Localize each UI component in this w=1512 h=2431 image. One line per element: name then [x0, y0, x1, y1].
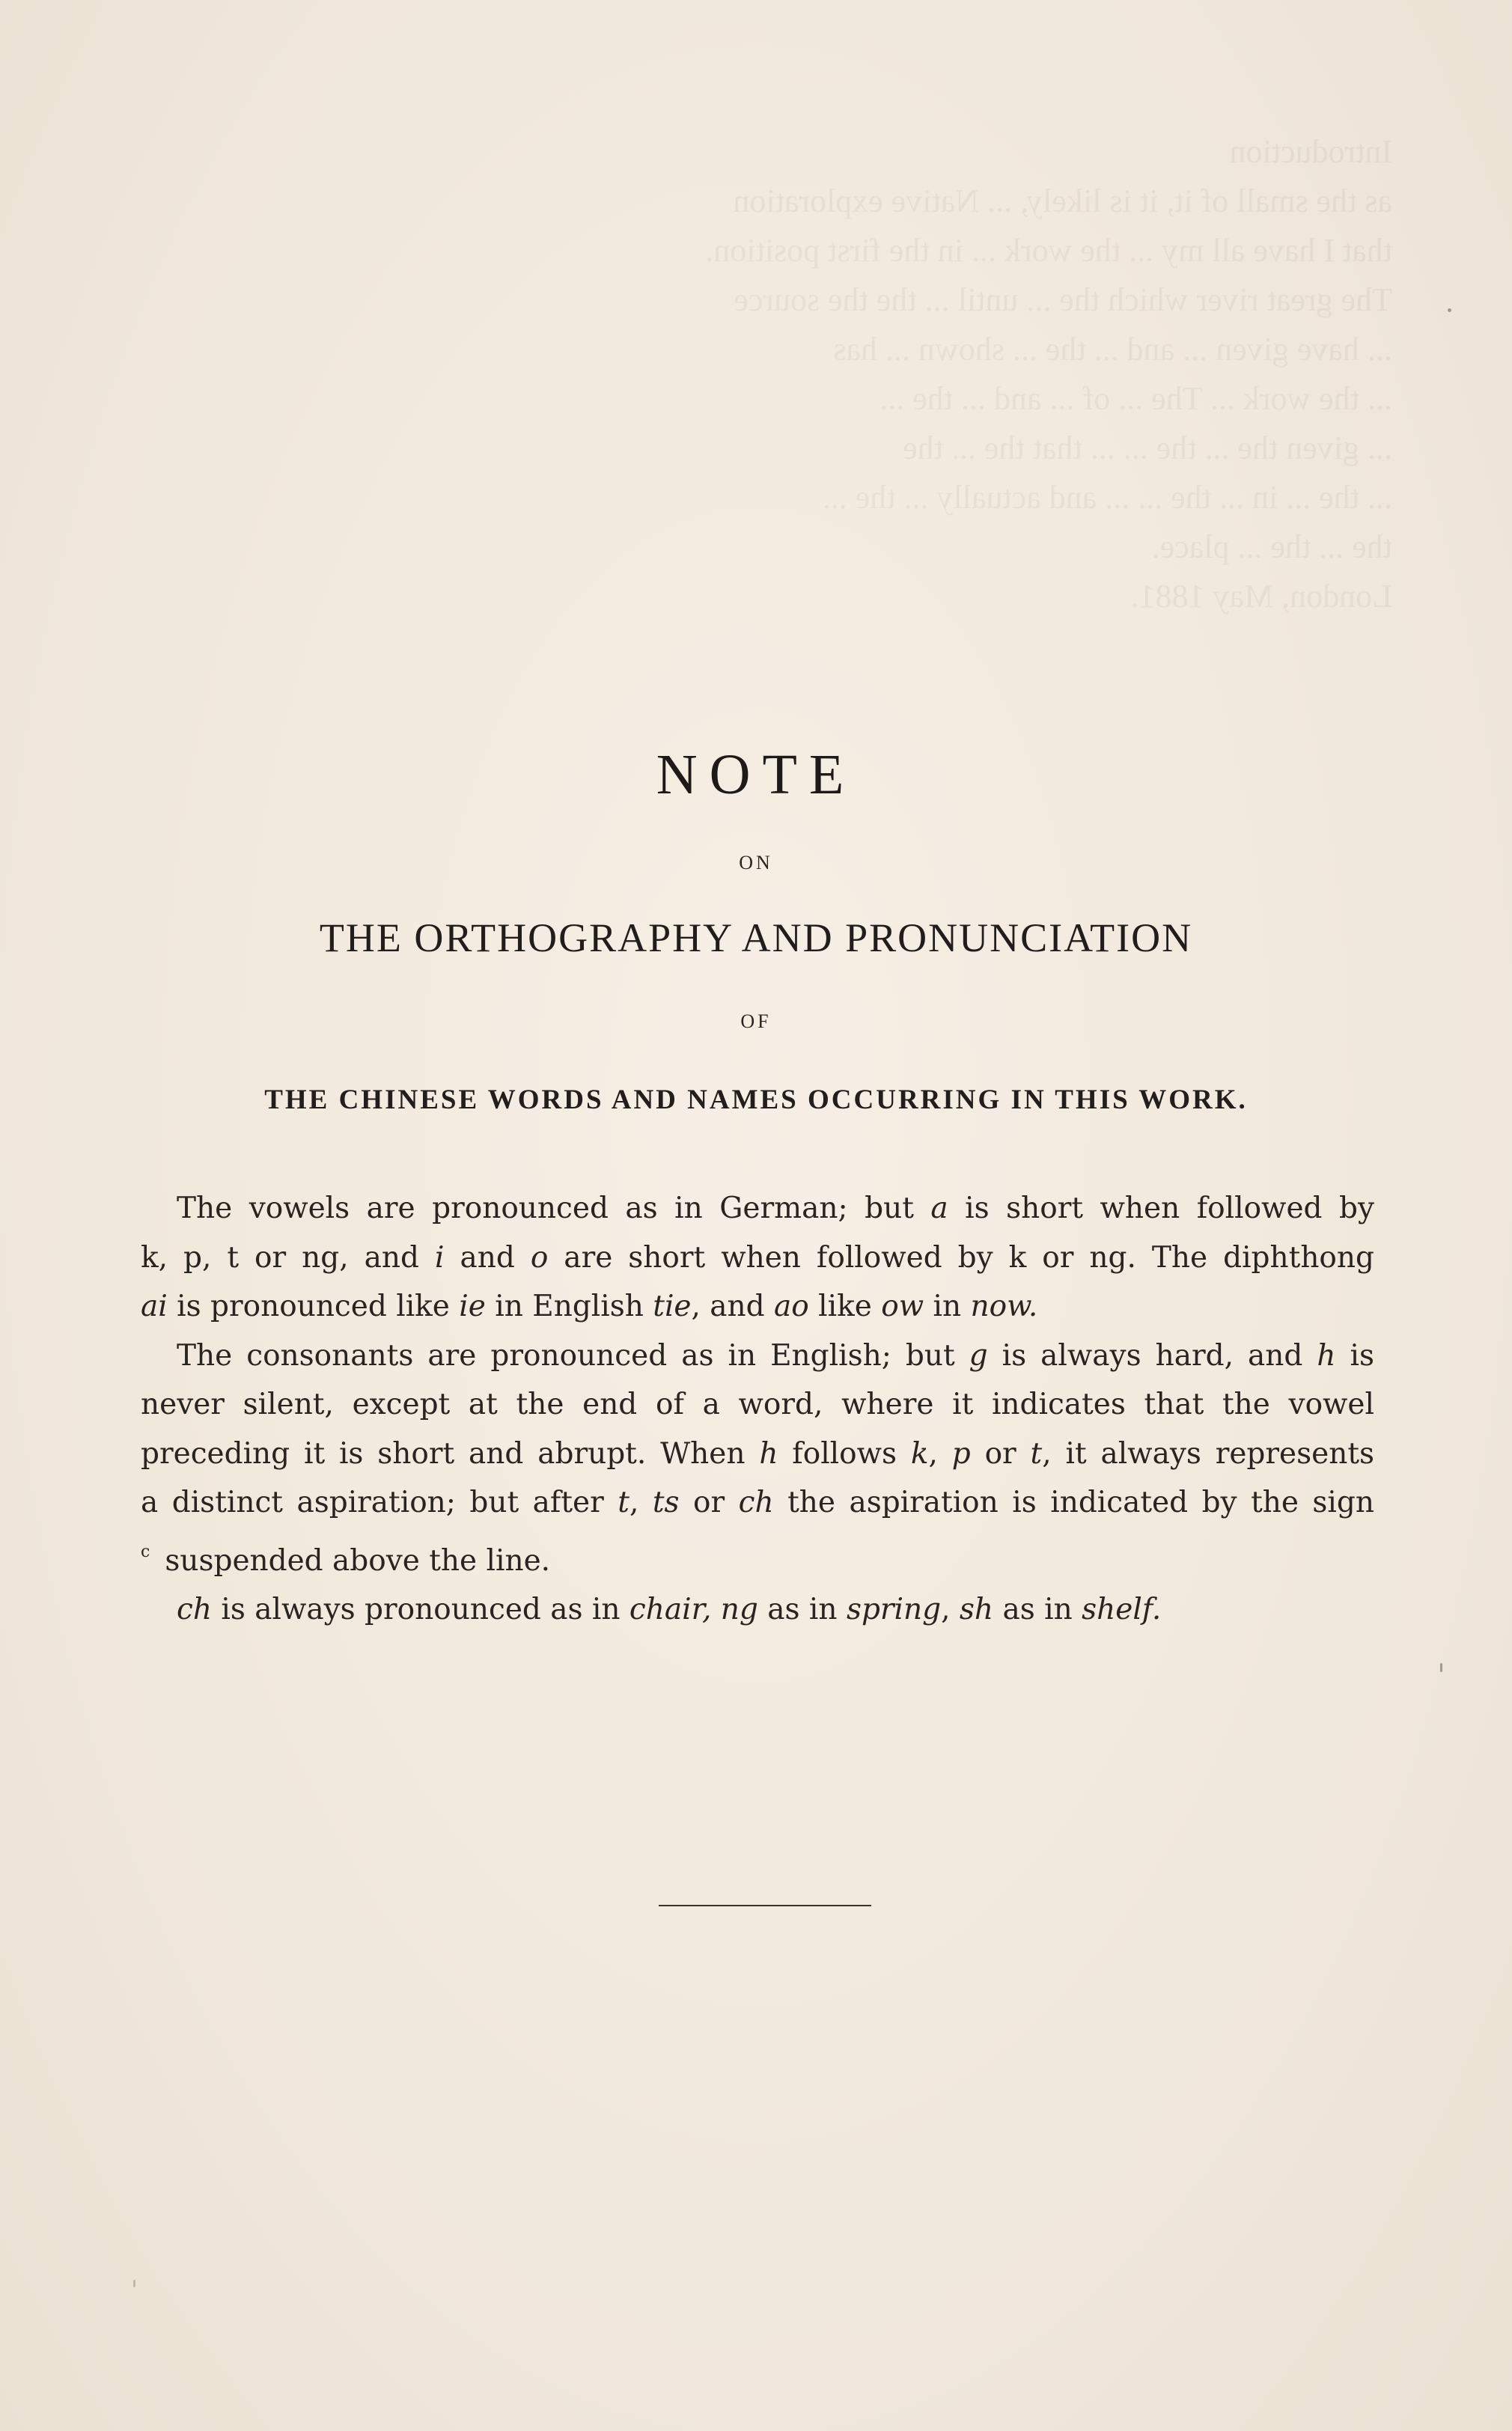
speck — [1440, 1663, 1442, 1672]
page-title: NOTE — [656, 743, 856, 806]
subtitle: THE ORTHOGRAPHY AND PRONUNCIATION — [319, 915, 1193, 960]
of-label: OF — [740, 1010, 772, 1032]
paragraph-vowels — [141, 1184, 1374, 1332]
paragraph-digraphs — [141, 1585, 1374, 1635]
text-line: $^c$ suspended above the line. — [141, 1542, 551, 1578]
body-text — [141, 1184, 1374, 1635]
text-line: ai is pronounced like ie in English tie, and ao like ow in now. — [141, 1290, 1038, 1323]
subtitle-secondary: THE CHINESE WORDS AND NAMES OCCURRING IN THIS WORK. — [264, 1085, 1248, 1115]
text-line: preceding it is short and abrupt. When h follows k, p or t, it always represents — [141, 1436, 1375, 1471]
text-line: The vowels are pronounced as in German; but a is short when followed by — [177, 1192, 1374, 1225]
horizontal-rule — [659, 1905, 871, 1906]
aspiration-sign: c — [141, 1542, 150, 1561]
text-line: never silent, except at the end of a word, where it indicates that the vowel — [141, 1388, 1374, 1421]
text-line: ch is always pronounced as in chair, ng as in spring, sh as in shelf. — [177, 1593, 1162, 1626]
speck — [133, 2280, 135, 2287]
on-label: ON — [739, 852, 773, 873]
text-line: a distinct aspiration; but after t, ts or ch the aspiration is indicated by the sign — [141, 1486, 1374, 1519]
text-line: The consonants are pronounced as in English; but g is always hard, and h is — [177, 1338, 1374, 1373]
text-line: k, p, t or ng, and i and o are short when followed by k or ng. The diphthong — [141, 1240, 1374, 1275]
paragraph-consonants — [141, 1332, 1374, 1586]
speck — [1448, 308, 1451, 312]
